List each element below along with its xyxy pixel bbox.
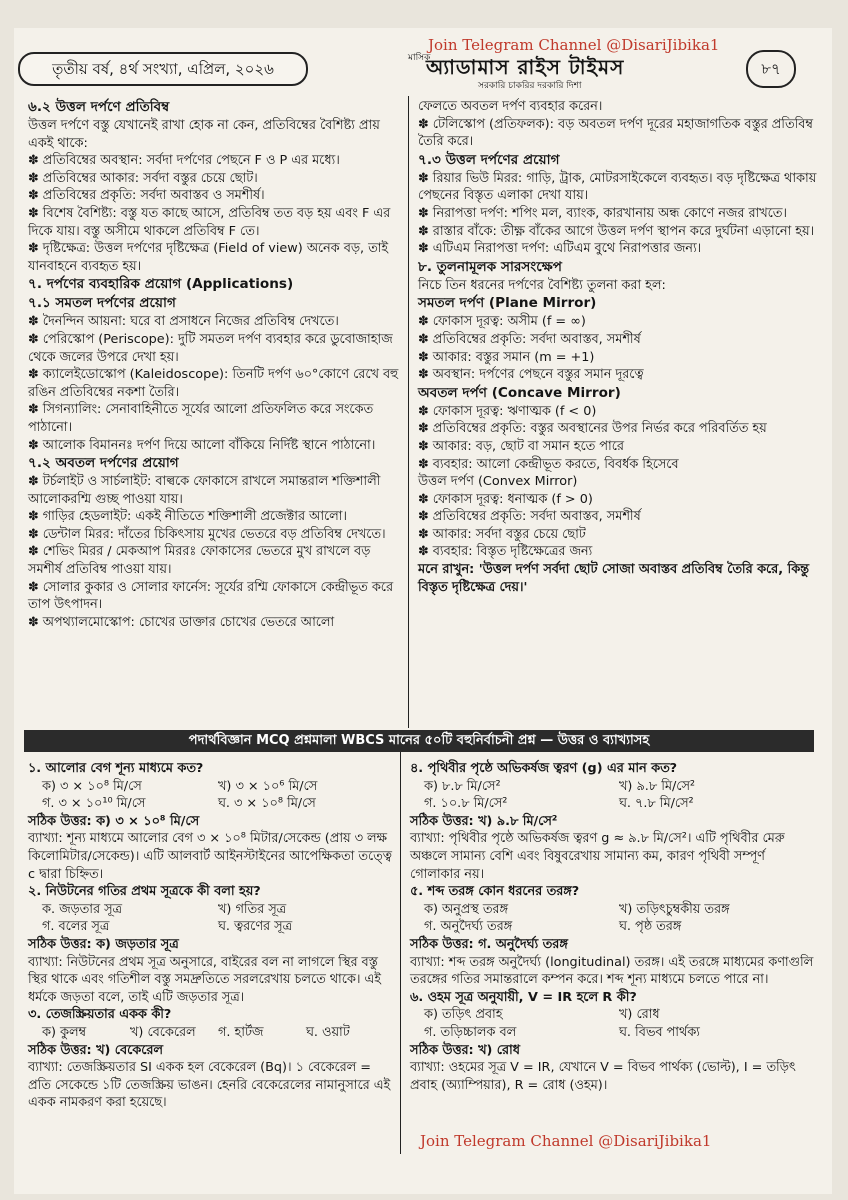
options [410,778,814,813]
option: ক) ৮.৮ মি/সে² [424,778,501,794]
page-number: ৮৭ [746,50,796,88]
subheading: অবতল দর্পণ (Concave Mirror) [418,384,621,401]
right-column [418,98,818,596]
bullet: ✽ ক্যালেইডোস্কোপ (Kaleidoscope): তিনটি দর্পণ ৬০°কোণে রেখে বহু রঙিন প্রতিবিম্বের নকশা তৈরি। [28,367,399,400]
option: খ) বেকেরেল [130,1024,196,1040]
paragraph: নিচে তিন ধরনের দর্পণের বৈশিষ্ট্য তুলনা করা হল: [418,277,666,293]
option: ক) ৩ × ১০⁸ মি/সে [42,778,142,794]
options [410,901,814,936]
section-heading: ৮. তুলনামূলক সারসংক্ষেপ [418,258,562,275]
telegram-watermark-top: Join Telegram Channel @DisariJibika1 [428,36,720,54]
bullet: ✽ রাস্তার বাঁকে: তীক্ষ্ণ বাঁকের আগে উত্তল দর্পণ স্থাপন করে দুর্ঘটনা এড়ানো হয়। [418,223,815,239]
option: ঘ. বিভব পার্থক্য [619,1024,700,1040]
options [28,778,394,813]
question: ১. আলোর বেগ শূন্য মাধ্যমে কত? [28,761,204,776]
answer: সঠিক উত্তর: ক) জড়তার সূত্র [28,936,179,952]
option: গ. অনুদৈর্ঘ্য তরঙ্গ [424,919,513,935]
bullet: ✽ নিরাপত্তা দর্পণ: শপিং মল, ব্যাংক, কারখানায় অন্ধ কোণে নজর রাখতে। [418,205,787,221]
answer: সঠিক উত্তর: গ. অনুদৈর্ঘ্য তরঙ্গ [410,936,568,952]
question: ২. নিউটনের গতির প্রথম সূত্রকে কী বলা হয়? [28,884,261,900]
option: ঘ. ৩ × ১০⁸ মি/সে [218,796,316,812]
bullet: ✽ দৃষ্টিক্ষেত্র: উত্তল দর্পণের দৃষ্টিক্ষেত্র (Field of view) অনেক বড়, তাই যানবাহনে ব্যবহৃত হয়। [28,241,389,274]
options [28,901,394,936]
bullet: ✽ এটিএম নিরাপত্তা দর্পণ: এটিএম বুথে নিরাপত্তার জন্য। [418,241,702,257]
explanation: ব্যাখ্যা: নিউটনের প্রথম সূত্র অনুসারে, বাইরের বল না লাগলে স্থির বস্তু স্থির থাকে এবং গতিশীল বস্তু সমদ্রুতিতে সরলরেখায় চলতে থাকে। এই ধর্মকে জড়তা বলে, তাই এটি জড়তার সূত্র। [28,954,381,1005]
page-header [18,50,798,90]
bullet: ✽ প্রতিবিম্বের প্রকৃতি: সর্বদা অবাস্তব, সমশীর্ষ [418,331,641,347]
issue-info: তৃতীয় বর্ষ, ৪র্থ সংখ্যা, এপ্রিল, ২০২৬ [18,52,308,86]
bullet: ✽ অপথ্যালমোস্কোপ: চোখের ডাক্তার চোখের ভেতরে আলো [28,614,335,630]
answer: সঠিক উত্তর: খ) রোধ [410,1042,520,1058]
options [28,1024,394,1042]
question: ৫. শব্দ তরঙ্গ কোন ধরনের তরঙ্গ? [410,884,580,900]
options [410,1006,814,1041]
bullet: ✽ প্রতিবিম্বের প্রকৃতি: সর্বদা অবাস্তব, সমশীর্ষ [418,509,641,525]
bullet: ✽ ফোকাস দূরত্ব: ধনাত্মক (f > 0) [418,491,593,507]
option: গ. ১০.৮ মি/সে² [424,796,508,812]
option: গ. তড়িচ্চালক বল [424,1024,517,1040]
section-heading: ৭.২ অবতল দর্পণের প্রয়োগ [28,455,179,472]
section-heading: ৬.২ উত্তল দর্পণে প্রতিবিম্ব [28,99,170,115]
bullet: ✽ দৈনন্দিন আয়না: ঘরে বা প্রসাধনে নিজের প্রতিবিম্ব দেখতে। [28,314,339,330]
explanation: ব্যাখ্যা: তেজস্ক্রিয়তার SI একক হল বেকেরেল (Bq)। ১ বেকেরেল = প্রতি সেকেন্ডে ১টি তেজস্ক্রিয় ভাঙন। হেনরি বেকেরেলের নামানুসারে এই একক নামকরণ করা হয়েছে। [28,1060,391,1111]
column-divider [408,96,409,728]
mcq-banner: পদার্থবিজ্ঞান MCQ প্রশ্নমালা WBCS মানের ৫০টি বহুনির্বাচনী প্রশ্ন — উত্তর ও ব্যাখ্যাসহ [24,730,814,752]
bullet: ✽ ডেন্টাল মিরর: দাঁতের চিকিৎসায় মুখের ভেতরে বড় প্রতিবিম্ব দেখতে। [28,526,386,542]
bullet: ✽ আকার: বস্তুর সমান (m = +1) [418,349,595,365]
bullet: ✽ ফোকাস দূরত্ব: ঋণাত্মক (f < 0) [418,403,597,419]
bullet: ✽ আলোক বিমাননঃ দর্পণ দিয়ে আলো বাঁকিয়ে নির্দিষ্ট স্থানে পাঠানো। [28,437,376,453]
option: গ. হার্টজ [218,1024,264,1040]
bullet: ✽ অবস্থান: দর্পণের পেছনে বস্তুর সমান দূরত্বে [418,367,644,383]
option: ক) অনুপ্রস্থ তরঙ্গ [424,901,508,917]
bullet: ✽ গাড়ির হেডলাইট: একই নীতিতে শক্তিশালী প্রজেক্টার আলো। [28,509,347,525]
mcq-left-column [28,760,394,1112]
bullet: ✽ বিশেষ বৈশিষ্ট্য: বস্তু যত কাছে আসে, প্রতিবিম্ব তত বড় হয় এবং F এর দিকে যায়। বস্তু অসীমে থাকলে প্রতিবিম্ব F তে। [28,205,391,239]
option: ঘ. ৭.৮ মি/সে² [619,796,694,812]
answer: সঠিক উত্তর: ক) ৩ × ১০⁸ মি/সে [28,813,200,829]
option: গ. ৩ × ১০¹⁰ মি/সে [42,796,146,812]
bullet: ✽ আকার: বড়, ছোট বা সমান হতে পারে [418,438,624,454]
explanation: ব্যাখ্যা: শব্দ তরঙ্গ অনুদৈর্ঘ্য (longitudinal) তরঙ্গ। এই তরঙ্গে মাধ্যমের কণাগুলি তরঙ্গের গতির সমান্তরালে কম্পন করে। শব্দ শূন্য মাধ্যমে চলতে পারে না। [410,954,814,988]
answer: সঠিক উত্তর: খ) বেকেরেল [28,1042,163,1058]
answer: সঠিক উত্তর: খ) ৯.৮ মি/সে² [410,813,558,829]
magazine-title: অ্যাডামাস রাইস টাইমস [426,55,625,79]
question: ৪. পৃথিবীর পৃষ্ঠে অভিকর্ষজ ত্বরণ (g) এর মান কত? [410,761,678,776]
mcq-right-column [410,760,814,1094]
explanation: ব্যাখ্যা: ওহমের সূত্র V = IR, যেখানে V = বিভব পার্থক্য (ভোল্ট), I = তড়িৎ প্রবাহ (অ্যাম্পিয়ার), R = রোধ (ওহম)। [410,1060,796,1093]
magazine-frequency: মাসিক [408,53,431,63]
option: খ) ৩ × ১০⁶ মি/সে [218,778,318,794]
option: ঘ. ওয়াট [306,1024,350,1040]
option: খ) গতির সূত্র [218,901,287,917]
remember-note: মনে রাখুন: 'উত্তল দর্পণ সর্বদা ছোট সোজা অবাস্তব প্রতিবিম্ব তৈরি করে, কিন্তু বিস্তৃত দৃষ্টিক্ষেত্র দেয়।' [418,562,809,595]
bullet: ✽ আকার: সর্বদা বস্তুর চেয়ে ছোট [418,526,586,542]
question: ৬. ওহম সূত্র অনুযায়ী, V = IR হলে R কী? [410,989,637,1005]
paragraph: ফেলতে অবতল দর্পণ ব্যবহার করেন। [418,99,603,114]
telegram-watermark-bottom: Join Telegram Channel @DisariJibika1 [420,1132,712,1150]
left-column [28,98,400,631]
subheading: উত্তল দর্পণ (Convex Mirror) [418,474,578,490]
magazine-tagline: সরকারি চাকরির দরকারি দিশা [478,81,582,91]
subheading: সমতল দর্পণ (Plane Mirror) [418,295,597,312]
option: ক. জড়তার সূত্র [42,901,122,917]
bullet: ✽ ফোকাস দূরত্ব: অসীম (f = ∞) [418,314,586,330]
question: ৩. তেজস্ক্রিয়তার একক কী? [28,1007,172,1023]
explanation: ব্যাখ্যা: পৃথিবীর পৃষ্ঠে অভিকর্ষজ ত্বরণ g ≈ ৯.৮ মি/সে²। এটি পৃথিবীর মেরু অঞ্চলে সামান্য বেশি এবং বিষুবরেখায় সামান্য কম, কারণ পৃথিবী সম্পূর্ণ গোলাকার নয়। [410,831,785,882]
bullet: ✽ প্রতিবিম্বের অবস্থান: সর্বদা দর্পণের পেছনে F ও P এর মধ্যে। [28,153,340,169]
option: খ) রোধ [619,1007,660,1023]
option: খ) তড়িৎচুম্বকীয় তরঙ্গ [619,901,730,917]
option: খ) ৯.৮ মি/সে² [619,778,696,794]
bullet: ✽ টেলিস্কোপ (প্রতিফলক): বড় অবতল দর্পণ দূরের মহাজাগতিক বস্তুর প্রতিবিম্ব তৈরি করে। [418,116,813,150]
bullet: ✽ পেরিস্কোপ (Periscope): দুটি সমতল দর্পণ ব্যবহার করে ডুবোজাহাজ থেকে জলের উপরে দেখা হয়। [28,331,393,365]
bullet: ✽ ব্যবহার: আলো কেন্দ্রীভূত করতে, বিবর্ধক হিসেবে [418,456,679,472]
section-heading: ৭.১ সমতল দর্পণের প্রয়োগ [28,295,176,312]
section-heading: ৭. দর্পণের ব্যবহারিক প্রয়োগ (Applications) [28,276,294,293]
option: ক) কুলম্ব [42,1024,87,1040]
option: ক) তড়িৎ প্রবাহ [424,1007,503,1023]
bullet: ✽ রিয়ার ভিউ মিরর: গাড়ি, ট্রাক, মোটরসাইকেলে ব্যবহৃত। বড় দৃষ্টিক্ষেত্র থাকায় পেছনের বিস্তৃত এলাকা দেখা যায়। [418,170,817,204]
bullet: ✽ শেভিং মিরর / মেকআপ মিররঃ ফোকাসের ভেতরে মুখ রাখলে বড় সমশীর্ষ প্রতিবিম্ব পাওয়া যায়। [28,544,371,578]
option: ঘ. পৃষ্ঠ তরঙ্গ [619,919,682,935]
bullet: ✽ প্রতিবিম্বের প্রকৃতি: সর্বদা অবাস্তব ও সমশীর্ষ। [28,188,265,204]
explanation: ব্যাখ্যা: শূন্য মাধ্যমে আলোর বেগ ৩ × ১০⁸ মিটার/সেকেন্ড (প্রায় ৩ লক্ষ কিলোমিটার/সেকেন্ড)। এটি আলবার্ট আইনস্টাইনের আপেক্ষিকতা তত্ত্বে c দ্বারা চিহ্নিত। [28,831,392,882]
bullet: ✽ সিগন্যালিং: সেনাবাহিনীতে সূর্যের আলো প্রতিফলিত করে সংকেত পাঠানো। [28,402,374,435]
bullet: ✽ টর্চলাইট ও সার্চলাইট: বাল্বকে ফোকাসে রাখলে সমান্তরাল শক্তিশালী আলোকরশ্মি গুচ্ছ পাওয়া যায়। [28,474,381,507]
section-heading: ৭.৩ উত্তল দর্পণের প্রয়োগ [418,151,560,168]
paragraph: উত্তল দর্পণে বস্তু যেখানেই রাখা হোক না কেন, প্রতিবিম্বের বৈশিষ্ট্য প্রায় একই থাকে: [28,118,380,151]
bullet: ✽ প্রতিবিম্বের আকার: সর্বদা বস্তুর চেয়ে ছোট। [28,170,258,186]
column-divider [400,752,401,1154]
option: গ. বলের সূত্র [42,919,110,935]
option: ঘ. ত্বরণের সূত্র [218,919,293,935]
bullet: ✽ সোলার কুকার ও সোলার ফার্নেস: সূর্যের রশ্মি ফোকাসে কেন্দ্রীভূত করে তাপ উৎপাদন। [28,579,393,613]
bullet: ✽ ব্যবহার: বিস্তৃত দৃষ্টিক্ষেত্রের জন্য [418,544,593,560]
bullet: ✽ প্রতিবিম্বের প্রকৃতি: বস্তুর অবস্থানের উপর নির্ভর করে পরিবর্তিত হয় [418,421,767,437]
